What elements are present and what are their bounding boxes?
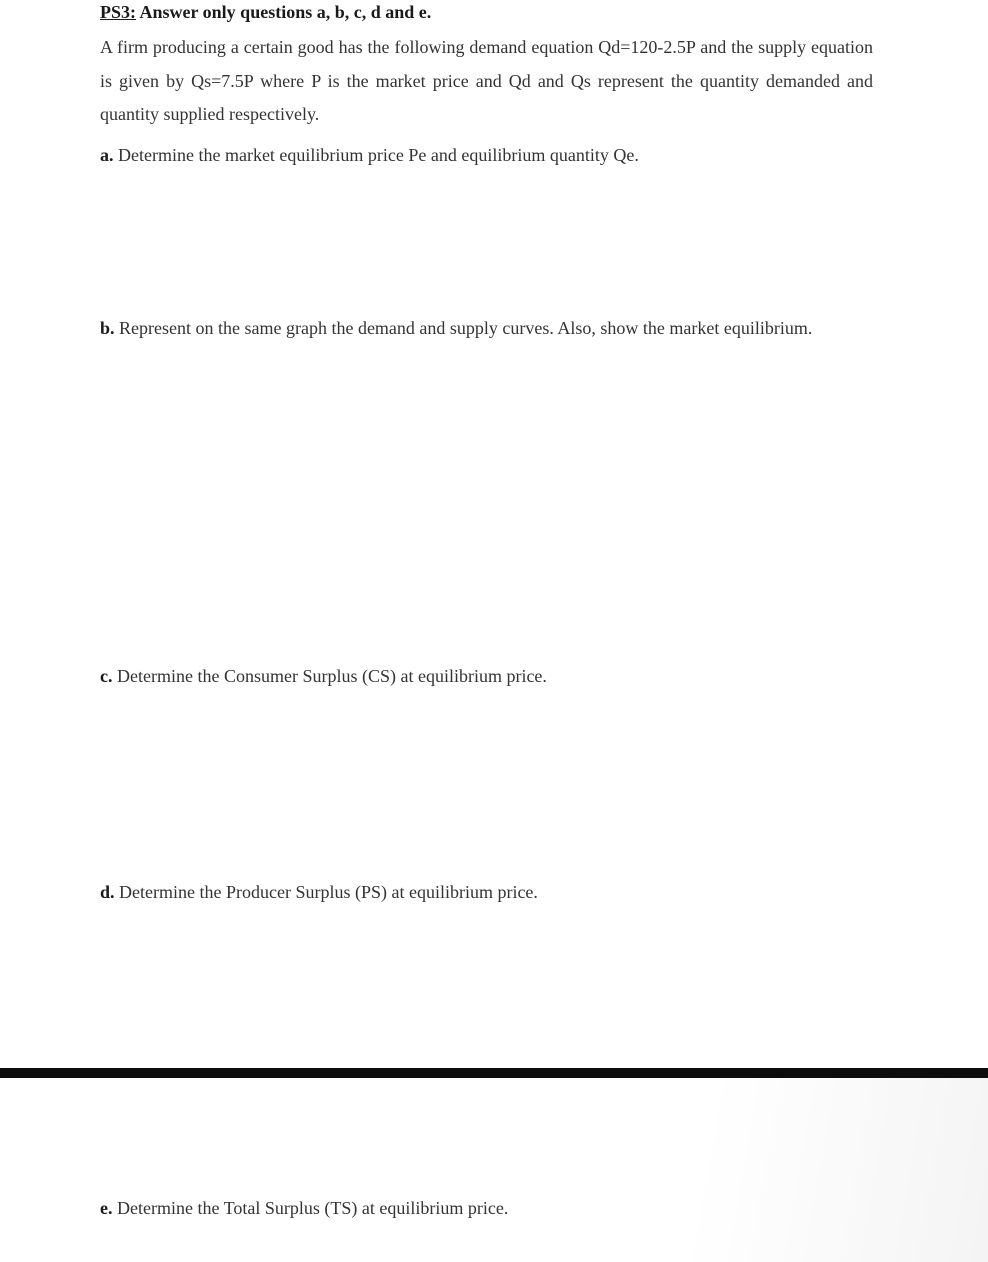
question-a-label: a. <box>100 145 114 165</box>
question-c <box>100 666 547 687</box>
question-a <box>100 145 639 166</box>
problem-set-instruction: Answer only questions a, b, c, d and e. <box>136 2 432 22</box>
problem-statement: A firm producing a certain good has the following demand equation Qd=120-2.5P and the supply equation is given by Qs=7.5P where P is the market price and Qd and Qs represent the quantity demanded and quantity supplied respectively. <box>100 37 873 124</box>
question-d-text: Determine the Producer Surplus (PS) at equilibrium price. <box>114 882 538 902</box>
question-e-text: Determine the Total Surplus (TS) at equilibrium price. <box>112 1198 509 1218</box>
question-b-label: b. <box>100 318 115 338</box>
question-b-text: Represent on the same graph the demand and supply curves. Also, show the market equilibrium. <box>114 318 813 338</box>
question-e-label: e. <box>100 1198 113 1218</box>
question-d-label: d. <box>100 882 115 902</box>
question-a-text: Determine the market equilibrium price Pe and equilibrium quantity Qe. <box>113 145 639 165</box>
second-page-area <box>0 1078 988 1262</box>
question-c-label: c. <box>100 666 113 686</box>
problem-set-heading <box>100 2 431 23</box>
question-d <box>100 882 538 903</box>
question-b <box>100 318 812 339</box>
question-c-text: Determine the Consumer Surplus (CS) at equilibrium price. <box>112 666 547 686</box>
problem-set-label: PS3: <box>100 2 136 22</box>
question-e <box>100 1198 508 1219</box>
